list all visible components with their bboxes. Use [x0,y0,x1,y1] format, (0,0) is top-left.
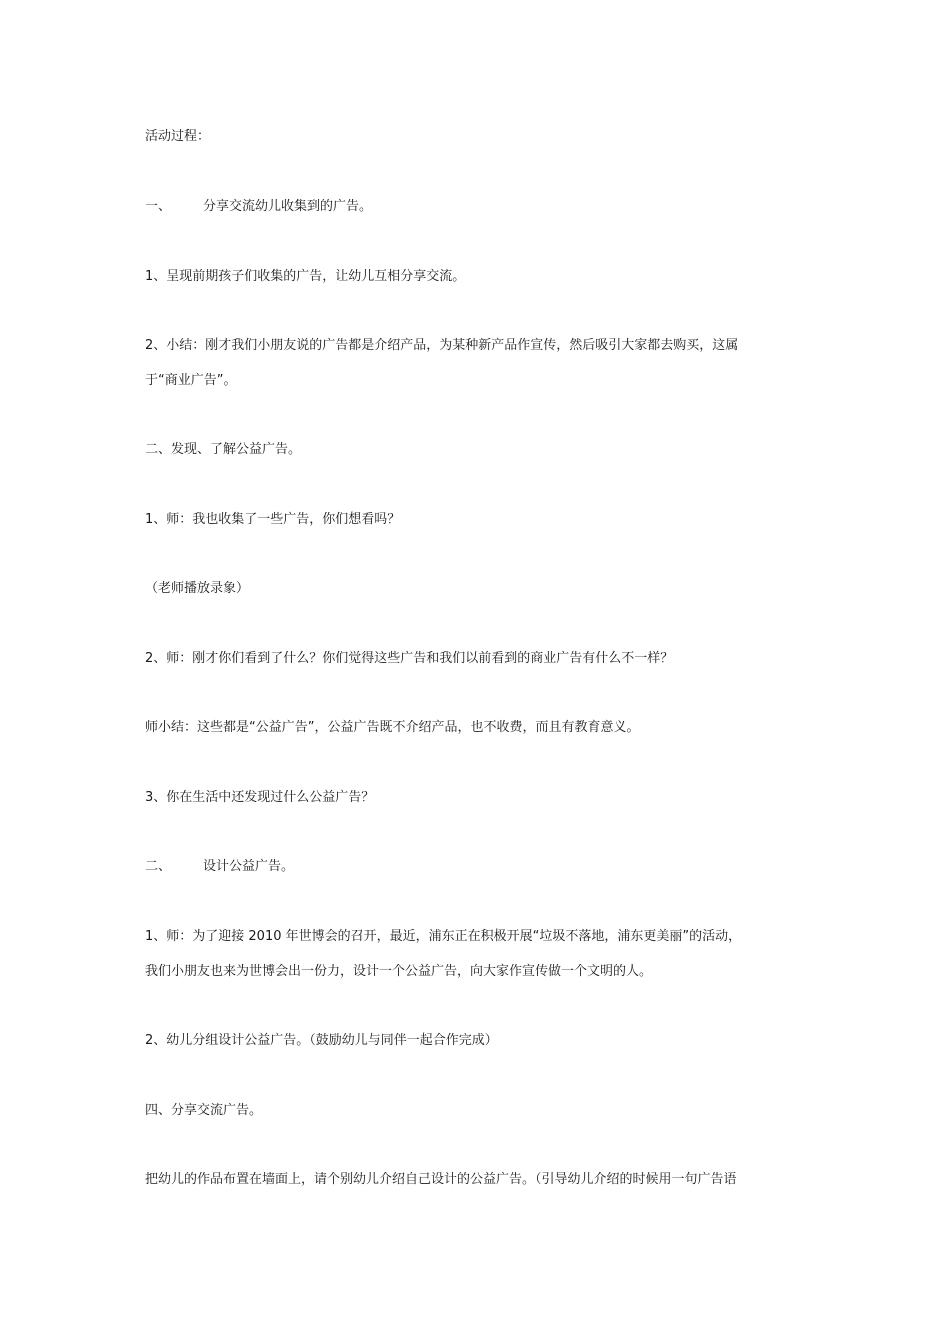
paragraph-9: 2、幼儿分组设计公益广告。（鼓励幼儿与同伴一起合作完成） [145,1033,498,1048]
paragraph-5: 2、师：刚才你们看到了什么？你们觉得这些广告和我们以前看到的商业广告有什么不一样？ [145,651,674,666]
section-one-heading [145,198,372,216]
paragraph-7: 3、你在生活中还发现过什么公益广告？ [145,790,375,805]
paragraph-6: 师小结：这些都是“公益广告”，公益广告既不介绍产品，也不收费，而且有教育意义。 [145,720,640,735]
paragraph-1: 1、呈现前期孩子们收集的广告，让幼儿互相分享交流。 [145,269,466,284]
activity-process-heading: 活动过程： [145,129,211,144]
paragraph-8-line-1: 1、师：为了迎接 2010 年世博会的召开，最近，浦东正在积极开展“垃圾不落地，浦东更美丽”的活动， [145,929,742,944]
paragraph-2-line-1: 2、小结：刚才我们小朋友说的广告都是介绍产品，为某种新产品作宣传，然后吸引大家都去购买，这属 [145,338,739,353]
paragraph-8-line-2: 我们小朋友也来为世博会出一份力，设计一个公益广告，向大家作宣传做一个文明的人。 [145,964,653,979]
paragraph-10: 把幼儿的作品布置在墙面上，请个别幼儿介绍自己设计的公益广告。（引导幼儿介绍的时候用一句广告语 [145,1172,737,1187]
section-two-heading: 二、发现、了解公益广告。 [145,442,302,457]
paragraph-4: （老师播放录象） [145,581,250,596]
section-four-heading: 四、分享交流广告。 [145,1103,263,1118]
section-one-number: 一、 [145,199,172,214]
section-three-title: 设计公益广告。 [203,859,295,874]
paragraph-3: 1、师：我也收集了一些广告，你们想看吗？ [145,512,401,527]
section-one-title: 分享交流幼儿收集到的广告。 [203,199,373,214]
section-three-number: 二、 [145,859,172,874]
paragraph-2-line-2: 于“商业广告”。 [145,373,237,388]
section-three-heading [145,858,294,876]
